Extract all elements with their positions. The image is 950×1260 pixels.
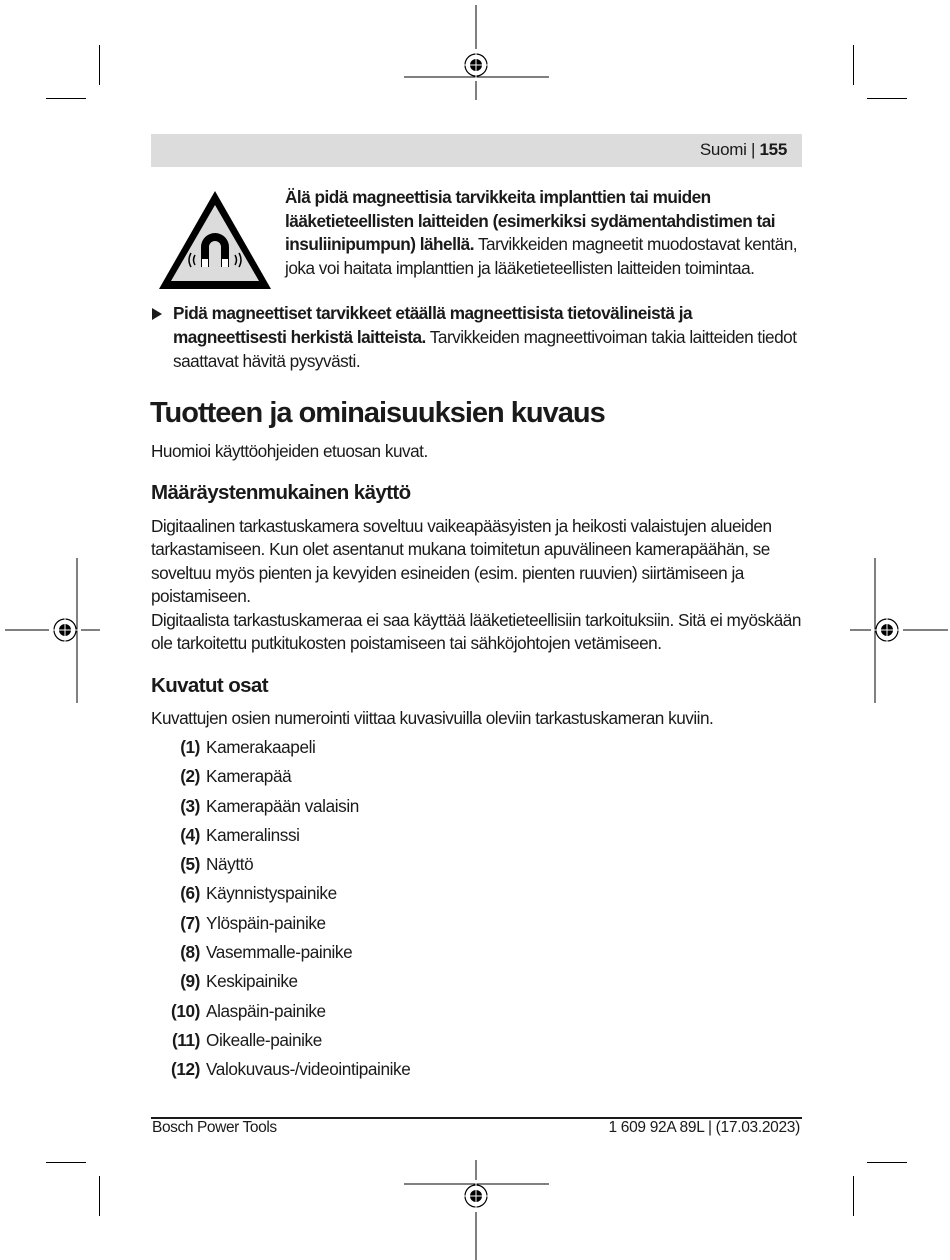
item-number: (7)	[180, 912, 200, 933]
page-header	[151, 134, 802, 167]
warning-text: Tarvikkeiden magneetit muodostavat kentän, joka voi haitata implanttien ja lääketieteellisten laitteiden toimintaa.	[285, 234, 798, 278]
list-item	[151, 823, 551, 852]
item-label: Keskipainike	[206, 971, 298, 992]
item-number: (1)	[180, 737, 200, 757]
item-label: Valokuvaus-/videointipainike	[206, 1059, 411, 1080]
footer-brand: Bosch Power Tools	[152, 1119, 277, 1136]
list-item	[151, 1028, 551, 1057]
intro-text: Huomioi käyttöohjeiden etuosan kuvat.	[151, 441, 428, 461]
list-item	[151, 881, 551, 910]
item-number: (12)	[171, 1059, 200, 1080]
list-item	[151, 735, 551, 764]
magnet-warning	[285, 186, 805, 280]
item-label: Ylöspäin-painike	[206, 912, 326, 933]
registration-mark-bottom	[404, 1160, 549, 1260]
item-number: (8)	[180, 942, 200, 963]
section-title: Tuotteen ja ominaisuuksien kuvaus	[150, 397, 605, 429]
intended-use-heading: Määräystenmukainen käyttö	[151, 481, 411, 504]
item-label: Näyttö	[206, 854, 254, 875]
item-label: Kamerapään valaisin	[206, 795, 359, 816]
header-label: Suomi | 155	[699, 140, 787, 159]
item-label: Kamerakaapeli	[206, 737, 316, 757]
item-number: (6)	[180, 883, 200, 904]
crop-mark	[867, 98, 907, 99]
safety-bullet	[152, 301, 812, 373]
bullet-bold: Pidä magneettiset tarvikkeet etäällä magneettisista tietovälineistä ja magneettisesti herkistä laitteista.	[173, 303, 693, 347]
item-label: Käynnistyspainike	[206, 883, 337, 904]
list-item	[151, 999, 551, 1028]
list-item	[151, 1057, 551, 1086]
item-label: Vasemmalle-painike	[206, 942, 353, 963]
item-number: (3)	[180, 795, 200, 816]
registration-mark-left	[5, 558, 100, 703]
intended-use-paragraph-2: Digitaalista tarkastuskameraa ei saa käyttää lääketieteellisiin tarkoituksiin. Sitä ei myöskään ole tarkoitettu putkitukosten poistamiseen tai sähköjohtojen vetämiseen.	[151, 610, 801, 654]
triangle-bullet-icon	[152, 308, 162, 320]
registration-mark-right	[850, 558, 950, 703]
crop-mark	[46, 1162, 86, 1163]
registration-mark-top	[404, 5, 549, 100]
page-number: 155	[759, 140, 787, 159]
section-name: Suomi	[699, 140, 747, 159]
components-heading: Kuvatut osat	[151, 674, 268, 697]
crop-mark	[99, 45, 100, 85]
item-number: (5)	[180, 854, 200, 875]
crop-mark	[46, 98, 86, 99]
crop-mark	[867, 1162, 907, 1163]
item-number: (4)	[180, 824, 200, 845]
warning-bold: Älä pidä magneettisia tarvikkeita implanttien tai muiden lääketieteellisten laitteiden (esimerkiksi sydämentahdistimen tai insuliinipumpun) lähellä.	[285, 187, 776, 254]
item-label: Kameralinssi	[206, 824, 300, 845]
item-number: (9)	[180, 971, 200, 992]
components-list	[151, 735, 551, 1087]
list-item	[151, 794, 551, 823]
crop-mark	[853, 1176, 854, 1216]
crop-mark	[853, 45, 854, 85]
list-item	[151, 852, 551, 881]
footer-doc-id: 1 609 92A 89L | (17.03.2023)	[608, 1119, 800, 1136]
intended-use-paragraph-1: Digitaalinen tarkastuskamera soveltuu vaikeapääsyisten ja heikosti valaistujen alueiden tarkastamiseen. Kun olet asentanut mukana toimitetun apuvälineen kamerapäähän, se soveltuu myös pienten ja kevyiden esineiden (esim. pienten ruuvien) siirtämiseen ja poistamiseen.	[151, 516, 772, 606]
item-number: (2)	[180, 766, 200, 787]
item-number: (11)	[171, 1029, 200, 1050]
list-item	[151, 969, 551, 998]
item-label: Kamerapää	[206, 766, 292, 787]
list-item	[151, 911, 551, 940]
list-item	[151, 940, 551, 969]
item-label: Alaspäin-painike	[206, 1000, 326, 1021]
item-number: (10)	[171, 1000, 200, 1021]
components-intro: Kuvattujen osien numerointi viittaa kuvasivuilla oleviin tarkastuskameran kuviin.	[151, 708, 714, 728]
item-label: Oikealle-painike	[206, 1029, 322, 1050]
list-item	[151, 764, 551, 793]
crop-mark	[99, 1176, 100, 1216]
bullet-text: Tarvikkeiden magneettivoiman takia laitteiden tiedot saattavat hävitä pysyvästi.	[173, 327, 797, 371]
magnet-warning-icon	[155, 187, 275, 293]
